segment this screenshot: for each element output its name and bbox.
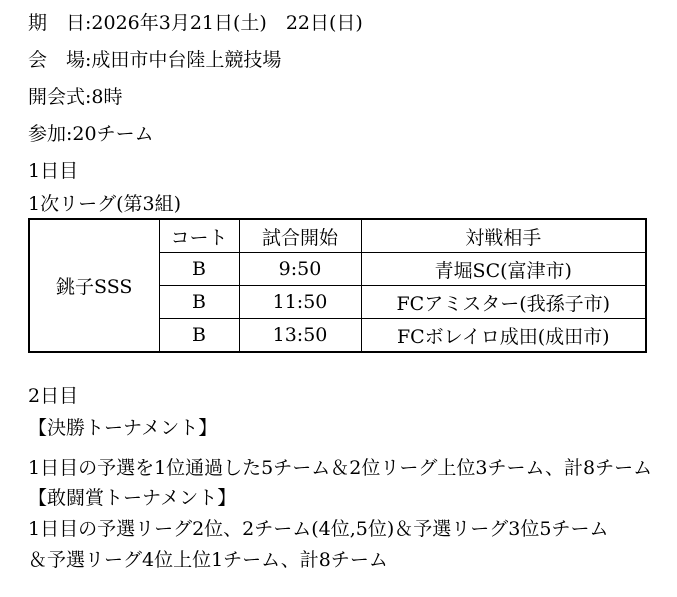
- start-time-cell: 9:50: [239, 253, 361, 286]
- day2-heading: 2日目: [28, 385, 79, 407]
- team-name-cell: 銚子SSS: [29, 219, 159, 352]
- final-tournament-description: 1日目の予選を1位通過した5チーム＆2位リーグ上位3チーム、計8チーム: [28, 457, 653, 479]
- column-header-start-time: 試合開始: [239, 219, 361, 253]
- day1-heading: 1日目: [28, 160, 79, 182]
- final-tournament-title: 【決勝トーナメント】: [28, 417, 218, 439]
- opening-ceremony-line: 開会式:8時: [28, 86, 123, 108]
- column-header-court: コート: [159, 219, 239, 253]
- start-time-cell: 11:50: [239, 286, 361, 319]
- day1-schedule-table: [28, 218, 647, 353]
- venue-line: 会 場:成田市中台陸上競技場: [28, 49, 282, 71]
- date-line: 期 日:2026年3月21日(土) 22日(日): [28, 12, 363, 34]
- column-header-opponent: 対戦相手: [361, 219, 646, 253]
- participants-line: 参加:20チーム: [28, 123, 154, 145]
- table-header-row: [29, 219, 646, 253]
- opponent-cell: FCアミスター(我孫子市): [361, 286, 646, 319]
- court-cell: B: [159, 319, 239, 353]
- consolation-tournament-description-line2: ＆予選リーグ4位上位1チーム、計8チーム: [28, 549, 388, 571]
- consolation-tournament-description-line1: 1日目の予選リーグ2位、2チーム(4位,5位)＆予選リーグ3位5チーム: [28, 518, 609, 540]
- court-cell: B: [159, 253, 239, 286]
- start-time-cell: 13:50: [239, 319, 361, 353]
- opponent-cell: 青堀SC(富津市): [361, 253, 646, 286]
- opponent-cell: FCボレイロ成田(成田市): [361, 319, 646, 353]
- consolation-tournament-title: 【敢闘賞トーナメント】: [28, 487, 237, 509]
- day1-league-heading: 1次リーグ(第3組): [28, 193, 182, 215]
- court-cell: B: [159, 286, 239, 319]
